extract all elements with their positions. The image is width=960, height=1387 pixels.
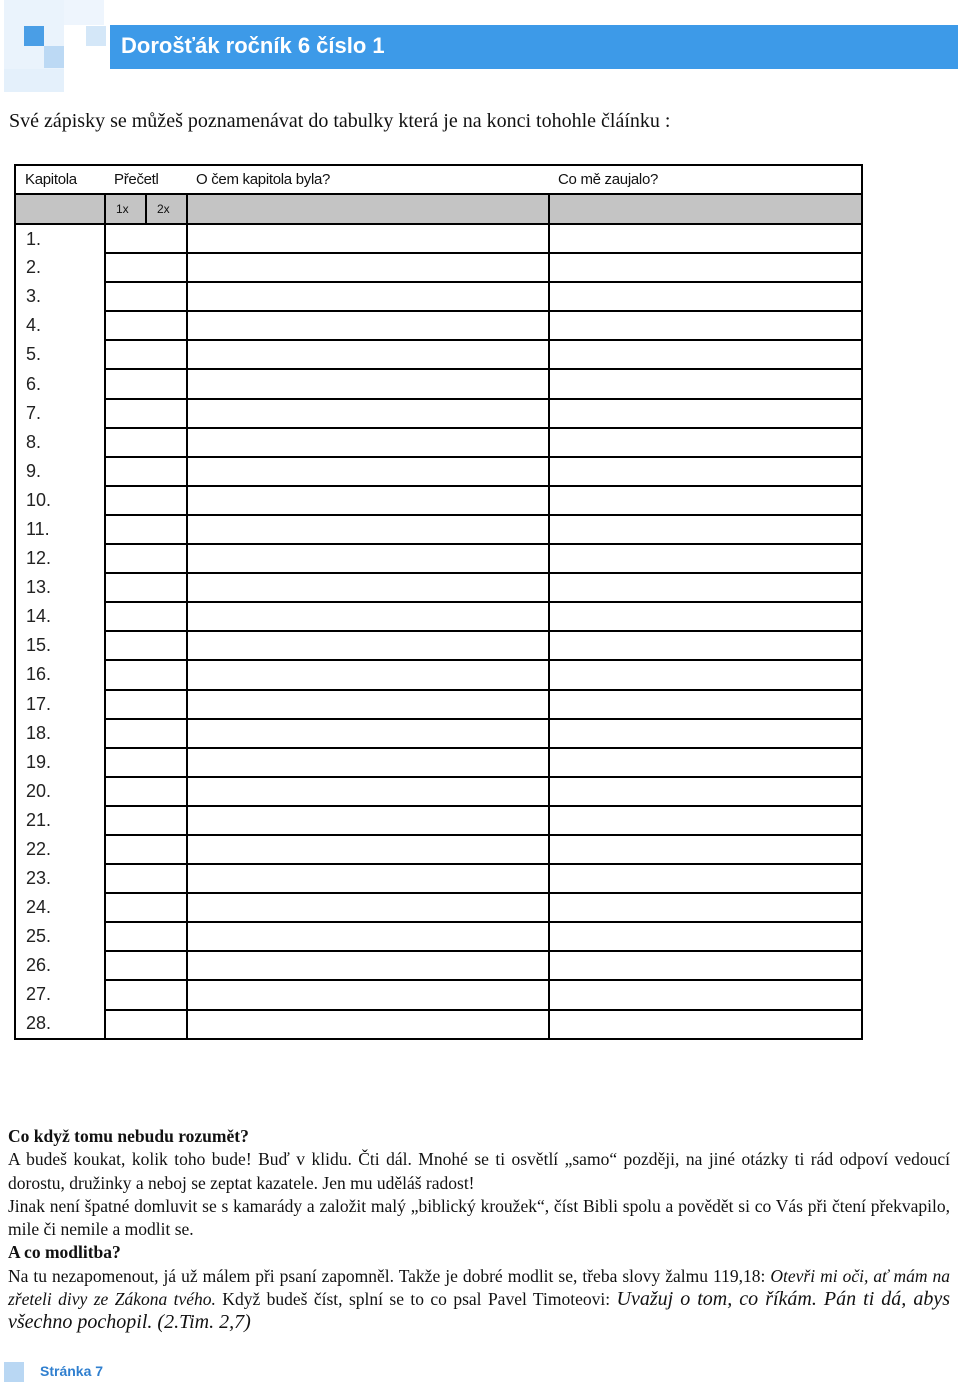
table-row <box>15 719 862 748</box>
read-checkbox-cell[interactable] <box>105 224 187 253</box>
table-row <box>15 340 862 369</box>
chapter-number: 12. <box>15 544 105 573</box>
interest-cell[interactable] <box>549 951 862 980</box>
read-checkbox-cell[interactable] <box>105 457 187 486</box>
interest-cell[interactable] <box>549 1010 862 1039</box>
footer-square <box>4 1362 24 1382</box>
decor-square <box>86 26 106 46</box>
table-row <box>15 922 862 951</box>
read-checkbox-cell[interactable] <box>105 690 187 719</box>
page-title: Dorošťák ročník 6 číslo 1 <box>121 33 385 58</box>
read-checkbox-cell[interactable] <box>105 922 187 951</box>
decor-square <box>24 26 44 46</box>
read-checkbox-cell[interactable] <box>105 631 187 660</box>
psalm-quote: Otevři mi oči, ať mám na zřeteli divy ze Zákona tvého. <box>8 1265 950 1310</box>
chapter-number: 7. <box>15 399 105 428</box>
table-row <box>15 806 862 835</box>
col-header-2x: 2x <box>146 194 187 224</box>
table-row <box>15 602 862 631</box>
interest-cell[interactable] <box>549 748 862 777</box>
read-checkbox-cell[interactable] <box>105 428 187 457</box>
interest-cell[interactable] <box>549 282 862 311</box>
col-header-interest: Co mě zaujalo? <box>549 165 862 194</box>
table-row <box>15 864 862 893</box>
read-checkbox-cell[interactable] <box>105 980 187 1009</box>
article-text <box>8 1125 950 1335</box>
interest-cell[interactable] <box>549 428 862 457</box>
interest-cell[interactable] <box>549 719 862 748</box>
read-checkbox-cell[interactable] <box>105 893 187 922</box>
chapter-number: 14. <box>15 602 105 631</box>
interest-cell[interactable] <box>549 980 862 1009</box>
chapter-number: 20. <box>15 777 105 806</box>
interest-cell[interactable] <box>549 631 862 660</box>
about-cell[interactable] <box>187 631 549 660</box>
chapter-number: 11. <box>15 515 105 544</box>
col-header-1x: 1x <box>105 194 146 224</box>
chapter-number: 10. <box>15 486 105 515</box>
about-cell[interactable] <box>187 690 549 719</box>
col-header-read: Přečetl <box>105 165 187 194</box>
chapter-number: 15. <box>15 631 105 660</box>
about-cell[interactable] <box>187 486 549 515</box>
page-header <box>0 0 960 92</box>
interest-cell[interactable] <box>549 253 862 282</box>
about-cell[interactable] <box>187 253 549 282</box>
about-cell[interactable] <box>187 806 549 835</box>
about-cell[interactable] <box>187 835 549 864</box>
about-cell[interactable] <box>187 428 549 457</box>
table-row <box>15 631 862 660</box>
table-row <box>15 544 862 573</box>
table-row <box>15 428 862 457</box>
read-checkbox-cell[interactable] <box>105 864 187 893</box>
read-checkbox-cell[interactable] <box>105 748 187 777</box>
table-row <box>15 660 862 689</box>
question-heading: Co když tomu nebudu rozumět? <box>8 1126 249 1146</box>
col-header-about: O čem kapitola byla? <box>187 165 549 194</box>
chapter-number: 28. <box>15 1010 105 1039</box>
table-row <box>15 777 862 806</box>
about-cell[interactable] <box>187 369 549 398</box>
read-checkbox-cell[interactable] <box>105 719 187 748</box>
chapter-number: 26. <box>15 951 105 980</box>
read-checkbox-cell[interactable] <box>105 806 187 835</box>
interest-cell[interactable] <box>549 486 862 515</box>
chapter-number: 24. <box>15 893 105 922</box>
reading-log-table <box>14 164 863 1040</box>
read-checkbox-cell[interactable] <box>105 544 187 573</box>
read-checkbox-cell[interactable] <box>105 951 187 980</box>
read-checkbox-cell[interactable] <box>105 486 187 515</box>
chapter-number: 4. <box>15 311 105 340</box>
chapter-number: 16. <box>15 660 105 689</box>
read-checkbox-cell[interactable] <box>105 515 187 544</box>
chapter-number: 9. <box>15 457 105 486</box>
interest-cell[interactable] <box>549 224 862 253</box>
table-row <box>15 690 862 719</box>
chapter-number: 8. <box>15 428 105 457</box>
interest-cell[interactable] <box>549 806 862 835</box>
interest-cell[interactable] <box>549 515 862 544</box>
read-checkbox-cell[interactable] <box>105 369 187 398</box>
about-cell[interactable] <box>187 719 549 748</box>
decor-square <box>44 46 64 68</box>
paragraph <box>8 1265 950 1335</box>
interest-cell[interactable] <box>549 777 862 806</box>
table-row <box>15 980 862 1009</box>
chapter-number: 21. <box>15 806 105 835</box>
interest-cell[interactable] <box>549 602 862 631</box>
about-cell[interactable] <box>187 573 549 602</box>
table-header-row <box>15 165 862 194</box>
interest-cell[interactable] <box>549 660 862 689</box>
table-row <box>15 893 862 922</box>
read-checkbox-cell[interactable] <box>105 1010 187 1039</box>
interest-cell[interactable] <box>549 457 862 486</box>
read-checkbox-cell[interactable] <box>105 253 187 282</box>
table-row <box>15 486 862 515</box>
table-row <box>15 311 862 340</box>
about-cell[interactable] <box>187 660 549 689</box>
page-footer <box>4 1361 204 1383</box>
interest-cell[interactable] <box>549 340 862 369</box>
about-cell[interactable] <box>187 1010 549 1039</box>
interest-cell[interactable] <box>549 835 862 864</box>
about-cell[interactable] <box>187 224 549 253</box>
interest-cell[interactable] <box>549 864 862 893</box>
chapter-number: 2. <box>15 253 105 282</box>
read-checkbox-cell[interactable] <box>105 399 187 428</box>
read-checkbox-cell[interactable] <box>105 602 187 631</box>
about-cell[interactable] <box>187 748 549 777</box>
table-row <box>15 224 862 253</box>
table-row <box>15 573 862 602</box>
table-row <box>15 369 862 398</box>
about-cell[interactable] <box>187 951 549 980</box>
table-row <box>15 1010 862 1039</box>
chapter-number: 23. <box>15 864 105 893</box>
table-row <box>15 835 862 864</box>
interest-cell[interactable] <box>549 573 862 602</box>
read-checkbox-cell[interactable] <box>105 311 187 340</box>
interest-cell[interactable] <box>549 893 862 922</box>
paragraph-text: Na tu nezapomenout, já už málem při psaní zapomněl. Takže je dobré modlit se, třeba slovy žalmu 119,18: <box>8 1265 771 1286</box>
about-cell[interactable] <box>187 602 549 631</box>
chapter-number: 6. <box>15 369 105 398</box>
interest-cell[interactable] <box>549 311 862 340</box>
chapter-number: 17. <box>15 690 105 719</box>
decor-square <box>4 69 64 92</box>
about-cell[interactable] <box>187 544 549 573</box>
chapter-number: 19. <box>15 748 105 777</box>
interest-cell[interactable] <box>549 544 862 573</box>
prayer-heading: A co modlitba? <box>8 1242 121 1263</box>
chapter-number: 27. <box>15 980 105 1009</box>
read-checkbox-cell[interactable] <box>105 660 187 689</box>
table-row <box>15 951 862 980</box>
interest-cell[interactable] <box>549 399 862 428</box>
about-cell[interactable] <box>187 922 549 951</box>
interest-cell[interactable] <box>549 922 862 951</box>
chapter-number: 25. <box>15 922 105 951</box>
read-checkbox-cell[interactable] <box>105 777 187 806</box>
chapter-number: 5. <box>15 340 105 369</box>
table-row <box>15 457 862 486</box>
paragraph: A budeš koukat, kolik toho bude! Buď v klidu. Čti dál. Mnohé se ti osvětlí „samo“ později, na jiné otázky ti rád odpoví vedoucí dorostu, družinky a neboj se zeptat kazatele. Jen mu uděláš radost! <box>8 1149 950 1193</box>
title-bar <box>110 25 958 69</box>
chapter-number: 22. <box>15 835 105 864</box>
read-checkbox-cell[interactable] <box>105 282 187 311</box>
subheader-blank <box>187 194 549 224</box>
interest-cell[interactable] <box>549 369 862 398</box>
paragraph: Jinak není špatné domluvit se s kamarády a založit malý „biblický kroužek“, číst Bibli spolu a povědět si co Vás při čtení překvapilo, mile či nemile a modlit se. <box>8 1195 950 1240</box>
chapter-number: 1. <box>15 224 105 253</box>
intro-text: Své zápisky se můžeš poznamenávat do tabulky která je na konci tohohle čláínku : <box>9 110 671 132</box>
about-cell[interactable] <box>187 864 549 893</box>
table-row <box>15 399 862 428</box>
read-checkbox-cell[interactable] <box>105 573 187 602</box>
chapter-number: 13. <box>15 573 105 602</box>
table-row <box>15 282 862 311</box>
read-checkbox-cell[interactable] <box>105 835 187 864</box>
about-cell[interactable] <box>187 311 549 340</box>
chapter-number: 3. <box>15 282 105 311</box>
col-header-chapter: Kapitola <box>15 165 105 194</box>
about-cell[interactable] <box>187 980 549 1009</box>
subheader-blank <box>549 194 862 224</box>
paragraph-text: Když budeš číst, splní se to co psal Pavel Timoteovi: <box>215 1289 617 1310</box>
read-checkbox-cell[interactable] <box>105 340 187 369</box>
page-number: Stránka 7 <box>40 1363 104 1379</box>
about-cell[interactable] <box>187 399 549 428</box>
about-cell[interactable] <box>187 515 549 544</box>
about-cell[interactable] <box>187 893 549 922</box>
chapter-number: 18. <box>15 719 105 748</box>
about-cell[interactable] <box>187 457 549 486</box>
decor-square <box>64 0 104 25</box>
about-cell[interactable] <box>187 340 549 369</box>
about-cell[interactable] <box>187 282 549 311</box>
subheader-blank <box>15 194 105 224</box>
about-cell[interactable] <box>187 777 549 806</box>
table-subheader-row <box>15 194 862 224</box>
table-row <box>15 253 862 282</box>
interest-cell[interactable] <box>549 690 862 719</box>
table-row <box>15 748 862 777</box>
timothy-quote: Uvažuj o tom, co říkám. Pán ti dá, abys všechno pochopil. (2.Tim. 2,7) <box>8 1288 950 1334</box>
table-row <box>15 515 862 544</box>
